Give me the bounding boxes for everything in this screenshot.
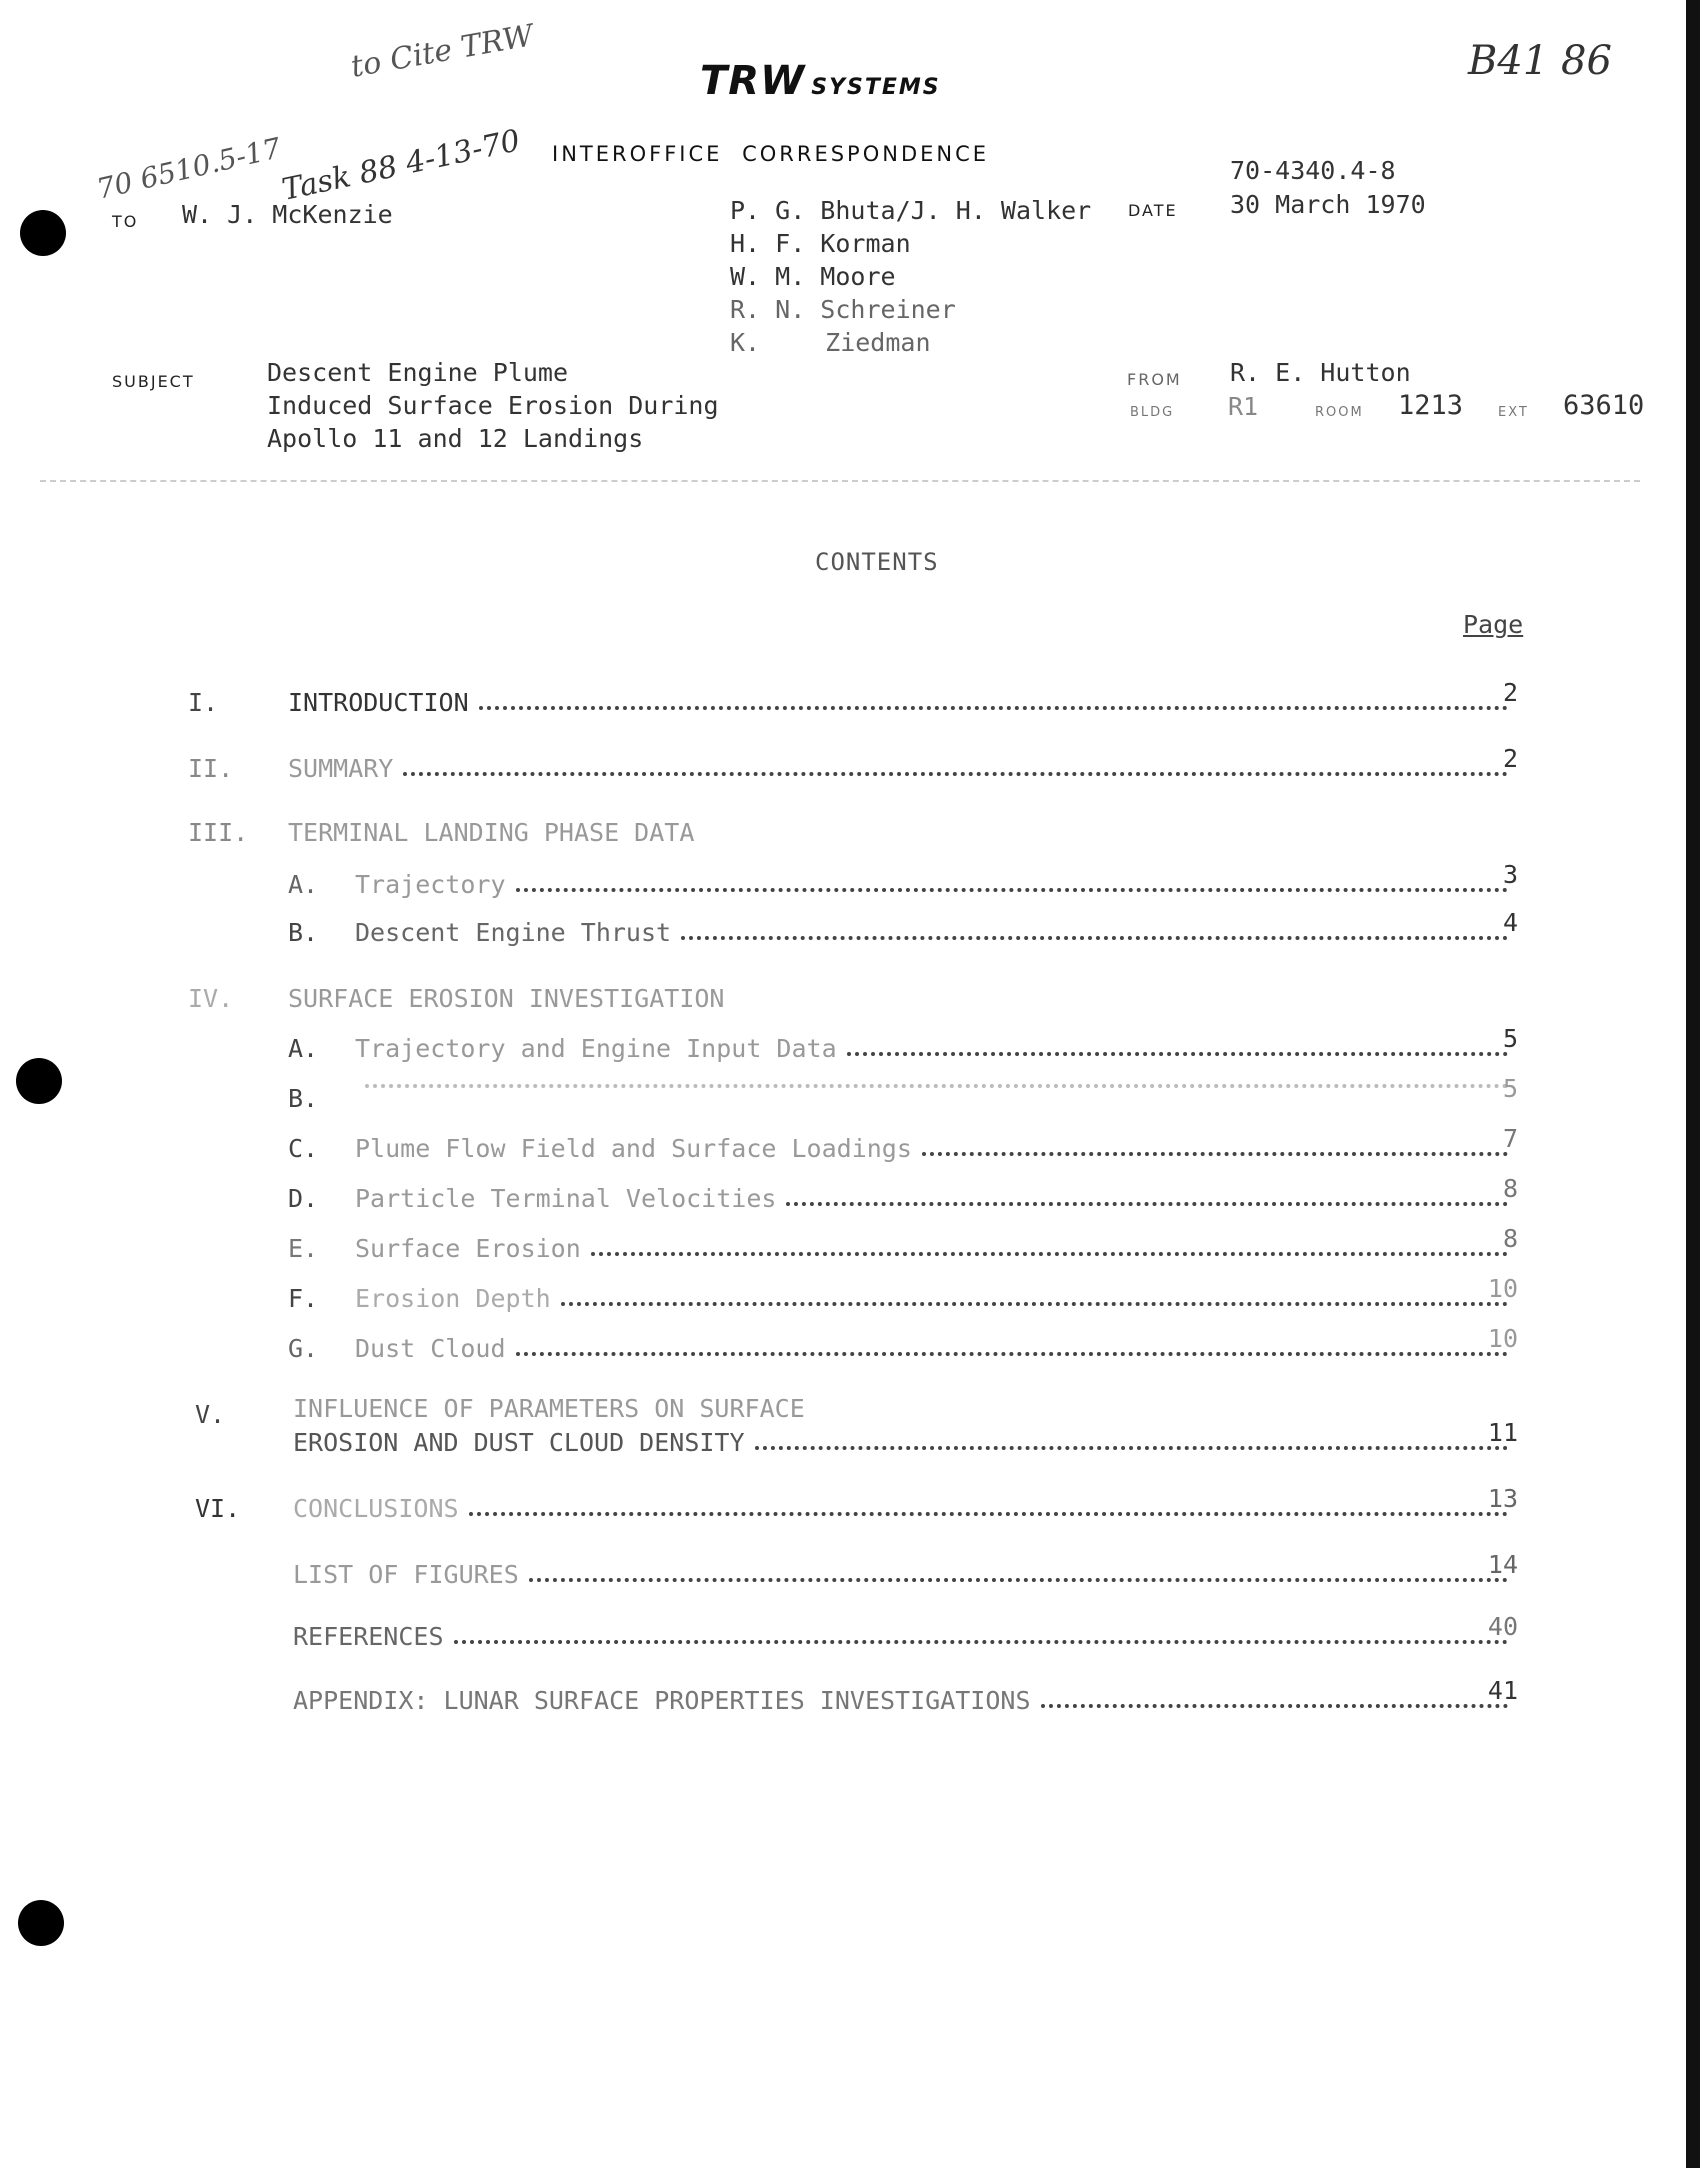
- toc-entry-label: Trajectory and Engine Input Data: [355, 1034, 837, 1063]
- handwritten-note-3: Task 88 4-13-70: [279, 123, 524, 208]
- header-divider: [40, 480, 1640, 482]
- item-letter: B.: [288, 1084, 319, 1113]
- handwritten-note-1: to Cite TRW: [348, 18, 536, 85]
- toc-entry-label: REFERENCES: [293, 1622, 444, 1651]
- toc-entry-page: 4: [1502, 908, 1518, 937]
- toc-entry: [293, 1550, 1518, 1589]
- cc-recipient: R. N. Schreiner: [730, 295, 956, 324]
- doc-number: 70-4340.4-8: [1230, 156, 1396, 185]
- toc-entry-label: INTRODUCTION: [288, 688, 469, 717]
- subject-label: SUBJECT: [112, 372, 195, 391]
- item-letter: G.: [288, 1334, 319, 1363]
- cc-recipient: W. M. Moore: [730, 262, 896, 291]
- subject-line: Descent Engine Plume: [267, 358, 569, 387]
- ext-label: EXT: [1498, 405, 1529, 420]
- dot-leader: [365, 1084, 1508, 1088]
- punch-hole-bottom: [18, 1900, 64, 1946]
- toc-entry-label: Erosion Depth: [355, 1284, 551, 1313]
- section-numeral: I.: [188, 688, 219, 717]
- dot-leader: [561, 1302, 1508, 1306]
- dot-leader: [469, 1512, 1508, 1516]
- dot-leader: [454, 1640, 1508, 1644]
- toc-entry-page: 14: [1487, 1550, 1518, 1579]
- section-numeral: V.: [195, 1400, 226, 1429]
- toc-entry-page: 5: [1502, 1024, 1518, 1053]
- memo-date: 30 March 1970: [1230, 190, 1426, 219]
- logo-sub: SYSTEMS: [811, 75, 941, 100]
- scan-edge: [1686, 0, 1700, 2168]
- toc-entry-label: Surface Erosion: [355, 1234, 581, 1263]
- dot-leader: [516, 888, 1508, 892]
- section-numeral: IV.: [188, 984, 234, 1013]
- page-column-header: Page: [1463, 610, 1524, 639]
- item-letter: B.: [288, 918, 319, 947]
- toc-entry: [293, 1418, 1518, 1457]
- toc-entry-label: Trajectory: [355, 870, 506, 899]
- company-logo: [700, 58, 941, 104]
- toc-entry-label: CONCLUSIONS: [293, 1494, 459, 1523]
- dot-leader: [922, 1152, 1508, 1156]
- dot-leader: [403, 772, 1508, 776]
- toc-entry-page: 41: [1487, 1676, 1518, 1705]
- section-heading: TERMINAL LANDING PHASE DATA: [288, 818, 695, 847]
- toc-entry-page: 3: [1502, 860, 1518, 889]
- toc-entry-label: Descent Engine Thrust: [355, 918, 672, 947]
- bldg-value: R1: [1228, 392, 1259, 421]
- dot-leader: [1041, 1704, 1508, 1708]
- item-letter: E.: [288, 1234, 319, 1263]
- toc-entry: [288, 744, 1518, 783]
- toc-entry-page: 7: [1502, 1124, 1518, 1153]
- toc-entry: [355, 1324, 1518, 1363]
- toc-entry: [293, 1676, 1518, 1715]
- section-numeral: II.: [188, 754, 234, 783]
- toc-entry-label: SUMMARY: [288, 754, 394, 783]
- dot-leader: [529, 1578, 1508, 1582]
- memo-type: INTEROFFICE CORRESPONDENCE: [552, 142, 990, 166]
- toc-entry-label: EROSION AND DUST CLOUD DENSITY: [293, 1428, 745, 1457]
- handwritten-note-2: 70 6510.5-17: [93, 131, 284, 206]
- toc-entry: [355, 1024, 1518, 1063]
- to-primary: W. J. McKenzie: [182, 200, 393, 229]
- toc-entry: [355, 908, 1518, 947]
- toc-entry-label: Dust Cloud: [355, 1334, 506, 1363]
- toc-entry-page: 8: [1502, 1174, 1518, 1203]
- to-label: TO: [112, 212, 139, 231]
- toc-entry-label: Plume Flow Field and Surface Loadings: [355, 1134, 912, 1163]
- subject-line: Apollo 11 and 12 Landings: [267, 424, 644, 453]
- toc-entry: [355, 1224, 1518, 1263]
- toc-entry-page: 10: [1487, 1324, 1518, 1353]
- handwritten-file-number: B41 86: [1468, 38, 1612, 84]
- item-letter: A.: [288, 870, 319, 899]
- toc-entry: [355, 860, 1518, 899]
- toc-entry-label: APPENDIX: LUNAR SURFACE PROPERTIES INVESTIGATIONS: [293, 1686, 1031, 1715]
- toc-entry: [355, 1124, 1518, 1163]
- ext-value: 63610: [1563, 390, 1645, 421]
- toc-entry: [288, 678, 1518, 717]
- punch-hole-top: [20, 210, 66, 256]
- from-name: R. E. Hutton: [1230, 358, 1411, 387]
- date-label: DATE: [1128, 201, 1178, 220]
- dot-leader: [786, 1202, 1508, 1206]
- dot-leader: [591, 1252, 1508, 1256]
- toc-entry: [355, 1274, 1518, 1313]
- dot-leader: [479, 706, 1508, 710]
- from-label: FROM: [1127, 370, 1182, 389]
- item-letter: C.: [288, 1134, 319, 1163]
- dot-leader: [755, 1446, 1508, 1450]
- dot-leader: [847, 1052, 1508, 1056]
- cc-recipient: P. G. Bhuta/J. H. Walker: [730, 196, 1092, 225]
- toc-entry-label: Particle Terminal Velocities: [355, 1184, 777, 1213]
- item-letter: D.: [288, 1184, 319, 1213]
- toc-entry-page: 40: [1487, 1612, 1518, 1641]
- dot-leader: [681, 936, 1508, 940]
- section-numeral: III.: [188, 818, 249, 847]
- toc-entry-page: 11: [1487, 1418, 1518, 1447]
- toc-entry: [293, 1612, 1518, 1651]
- cc-recipient: K. Ziedman: [730, 328, 931, 357]
- toc-entry: [293, 1484, 1518, 1523]
- toc-entry-page: 13: [1487, 1484, 1518, 1513]
- punch-hole-middle: [16, 1058, 62, 1104]
- room-label: ROOM: [1315, 405, 1364, 420]
- toc-entry-label: LIST OF FIGURES: [293, 1560, 519, 1589]
- toc-entry-page: 2: [1502, 744, 1518, 773]
- toc-entry-page: 5: [1502, 1074, 1518, 1103]
- section-numeral: VI.: [195, 1494, 241, 1523]
- toc-entry: [355, 1074, 1518, 1103]
- section-heading: SURFACE EROSION INVESTIGATION: [288, 984, 725, 1013]
- contents-title: CONTENTS: [815, 548, 939, 576]
- cc-recipient: H. F. Korman: [730, 229, 911, 258]
- toc-entry-page: 10: [1487, 1274, 1518, 1303]
- bldg-label: BLDG: [1130, 405, 1175, 420]
- toc-entry-page: 8: [1502, 1224, 1518, 1253]
- subject-line: Induced Surface Erosion During: [267, 391, 719, 420]
- dot-leader: [516, 1352, 1508, 1356]
- room-value: 1213: [1398, 390, 1464, 421]
- item-letter: F.: [288, 1284, 319, 1313]
- toc-entry-page: 2: [1502, 678, 1518, 707]
- section-heading-line1: INFLUENCE OF PARAMETERS ON SURFACE: [293, 1394, 805, 1423]
- logo-brand: TRW: [700, 58, 806, 104]
- item-letter: A.: [288, 1034, 319, 1063]
- toc-entry: [355, 1174, 1518, 1213]
